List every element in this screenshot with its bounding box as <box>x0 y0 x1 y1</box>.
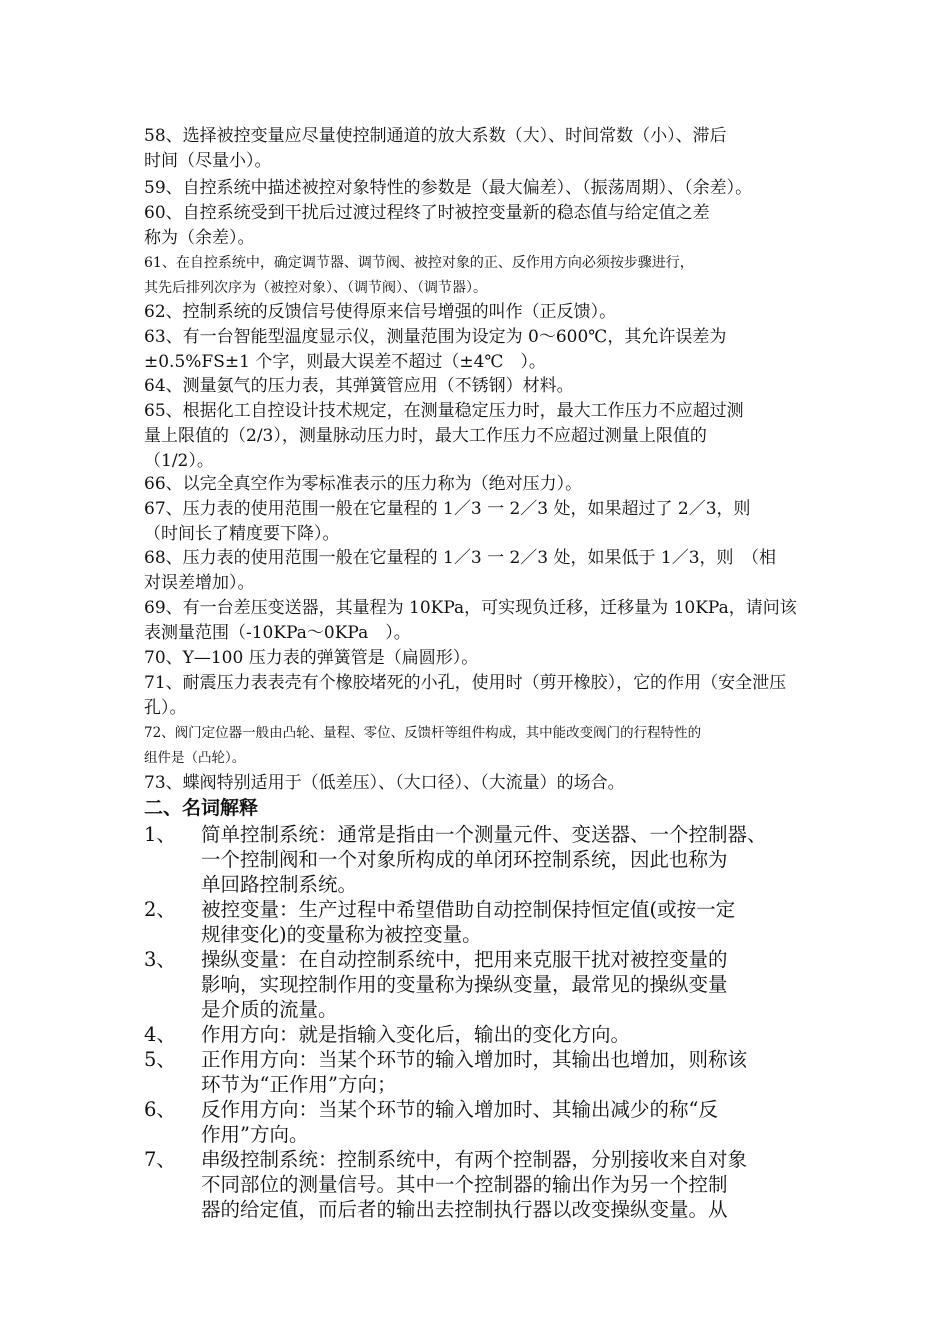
text-line: 作用”方向。 <box>201 1123 309 1146</box>
text-line: 量上限值的（2/3），测量脉动压力时，最大工作压力不应超过测量上限值的 <box>144 426 707 446</box>
question-65 <box>144 399 814 474</box>
text-line: 称为（余差）。 <box>144 228 255 248</box>
definition-number: 3、 <box>144 948 176 971</box>
text-line: 反作用方向：当某个环节的输入增加时、其输出减少的称“反 <box>201 1098 718 1121</box>
text-line: （1/2）。 <box>144 451 214 471</box>
question-73 <box>144 771 814 796</box>
text-line: 正作用方向：当某个环节的输入增加时，其输出也增加，则称该 <box>201 1048 748 1071</box>
text-line: 组件是（凸轮）。 <box>144 750 246 766</box>
text-line: 60、自控系统受到干扰后过渡过程终了时被控变量新的稳态值与给定值之差 <box>144 203 710 223</box>
text-line: 73、蝶阀特别适用于（低差压）、（大口径）、（大流量）的场合。 <box>144 773 625 793</box>
text-line: 操纵变量：在自动控制系统中，把用来克服干扰对被控变量的 <box>201 948 728 971</box>
text-line: 时间（尽量小）。 <box>144 151 272 171</box>
text-line: 作用方向：就是指输入变化后，输出的变化方向。 <box>201 1023 631 1046</box>
question-72 <box>144 721 814 771</box>
question-61 <box>144 251 814 301</box>
question-70 <box>144 646 814 671</box>
definition-number: 7、 <box>144 1148 176 1171</box>
text-line: 63、有一台智能型温度显示仪，测量范围为设定为 0～600℃，其允许误差为 <box>144 327 727 347</box>
text-line: 简单控制系统：通常是指由一个测量元件、变送器、一个控制器、 <box>201 823 767 846</box>
question-64 <box>144 374 814 399</box>
text-line: 影响，实现控制作用的变量称为操纵变量，最常见的操纵变量 <box>201 973 728 996</box>
definition-number: 6、 <box>144 1098 176 1121</box>
definition-4 <box>144 1022 824 1047</box>
text-line: 64、测量氨气的压力表，其弹簧管应用（不锈钢）材料。 <box>144 376 574 396</box>
text-line: 是介质的流量。 <box>201 998 338 1021</box>
question-68 <box>144 546 814 596</box>
definition-number: 5、 <box>144 1048 176 1071</box>
question-62 <box>144 300 814 325</box>
text-line: 规律变化)的变量称为被控变量。 <box>201 923 482 946</box>
text-line: 72、阀门定位器一般由凸轮、量程、零位、反馈杆等组件构成，其中能改变阀门的行程特性的 <box>144 725 702 741</box>
text-line: 被控变量：生产过程中希望借助自动控制保持恒定值(或按一定 <box>201 898 736 921</box>
text-line: 59、自控系统中描述被控对象特性的参数是（最大偏差）、（振荡周期）、（余差）。 <box>144 178 753 198</box>
question-67 <box>144 497 814 547</box>
definition-2 <box>144 897 824 947</box>
definition-6 <box>144 1097 824 1147</box>
text-line: 串级控制系统：控制系统中，有两个控制器，分别接收来自对象 <box>201 1148 748 1171</box>
text-line: 67、压力表的使用范围一般在它量程的 1／3 一 2／3 处，如果超过了 2／3，则 <box>144 499 751 519</box>
text-line: 65、根据化工自控设计技术规定，在测量稳定压力时，最大工作压力不应超过测 <box>144 401 744 421</box>
definition-1 <box>144 822 824 897</box>
text-line: 对误差增加）。 <box>144 573 255 593</box>
question-58 <box>144 124 814 174</box>
question-63 <box>144 325 814 375</box>
definition-number: 2、 <box>144 898 176 921</box>
text-line: 其先后排列次序为（被控对象）、（调节阀）、（调节器）。 <box>144 280 487 296</box>
text-line: 不同部位的测量信号。其中一个控制器的输出作为另一个控制 <box>201 1173 728 1196</box>
text-line: 61、在自控系统中，确定调节器、调节阀、被控对象的正、反作用方向必须按步骤进行， <box>144 255 694 271</box>
text-line: ±0.5%FS±1 个字，则最大误差不超过（±4℃ ）。 <box>144 352 546 372</box>
text-line: （时间长了精度要下降）。 <box>144 524 340 544</box>
question-60 <box>144 201 814 251</box>
text-line: 62、控制系统的反馈信号使得原来信号增强的叫作（正反馈）。 <box>144 302 617 322</box>
text-line: 环节为“正作用”方向； <box>201 1073 397 1096</box>
definition-3 <box>144 947 824 1022</box>
text-line: 71、耐震压力表表壳有个橡胶堵死的小孔，使用时（剪开橡胶），它的作用（安全泄压 <box>144 673 787 693</box>
question-59 <box>144 176 814 201</box>
text-line: 66、以完全真空作为零标准表示的压力称为（绝对压力）。 <box>144 474 583 494</box>
definition-number: 4、 <box>144 1023 176 1046</box>
text-line: 70、Y—100 压力表的弹簧管是（扁圆形）。 <box>144 648 479 668</box>
text-line: 表测量范围（-10KPa～0KPa ）。 <box>144 623 411 643</box>
definition-7 <box>144 1147 824 1222</box>
section-heading: 二、名词解释 <box>144 797 259 819</box>
question-69 <box>144 596 814 646</box>
question-71 <box>144 671 814 721</box>
text-line: 器的给定值，而后者的输出去控制执行器以改变操纵变量。从 <box>201 1198 728 1221</box>
text-line: 69、有一台差压变送器，其量程为 10KPa，可实现负迁移，迁移量为 10KPa，请问该 <box>144 598 797 618</box>
text-line: 一个控制阀和一个对象所构成的单闭环控制系统，因此也称为 <box>201 848 728 871</box>
definition-number: 1、 <box>144 823 176 846</box>
text-line: 单回路控制系统。 <box>201 873 358 896</box>
definition-5 <box>144 1047 824 1097</box>
text-line: 58、选择被控变量应尽量使控制通道的放大系数（大）、时间常数（小）、滞后 <box>144 126 727 146</box>
text-line: 68、压力表的使用范围一般在它量程的 1／3 一 2／3 处，如果低于 1／3，则 （相 <box>144 548 777 568</box>
text-line: 孔）。 <box>144 698 187 718</box>
question-66 <box>144 472 814 497</box>
